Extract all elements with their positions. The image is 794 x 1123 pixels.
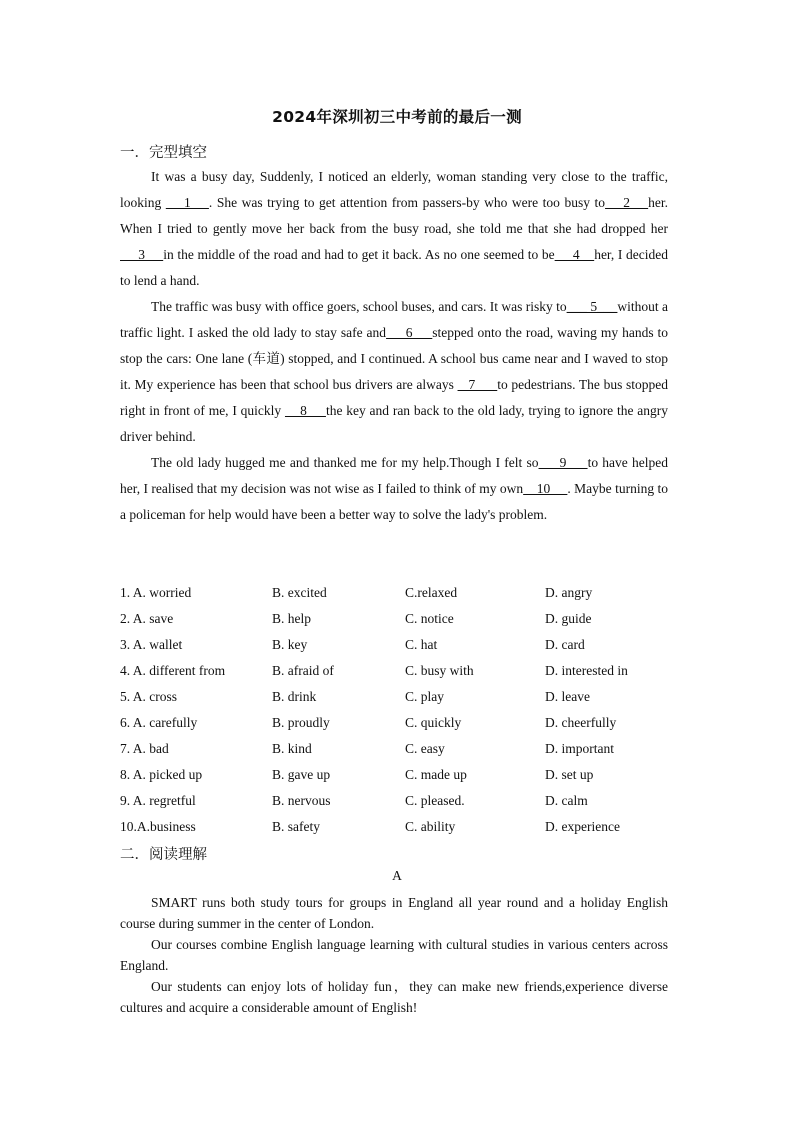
option-choice: D. angry (545, 585, 593, 600)
section-heading-reading: 二．阅读理解 (120, 847, 207, 863)
option-choice: B. safety (272, 819, 320, 834)
option-choice: B. kind (272, 741, 312, 756)
option-choice: 10.A.business (120, 819, 196, 834)
option-choice: B. nervous (272, 793, 331, 808)
option-choice: C.relaxed (405, 585, 458, 600)
option-choice: D. experience (545, 819, 620, 834)
option-row (120, 762, 680, 788)
option-choice: B. afraid of (272, 663, 334, 678)
option-choice: C. play (405, 689, 444, 704)
answer-blank: ___ 5___ (566, 299, 618, 314)
option-choice: C. pleased. (405, 793, 465, 808)
option-choice: D. important (545, 741, 614, 756)
option-choice: D. calm (545, 793, 588, 808)
option-choice: 2. A. save (120, 611, 174, 626)
option-choice: 4. A. different from (120, 663, 226, 678)
option-choice: D. guide (545, 611, 592, 626)
option-row (120, 710, 680, 736)
option-choice: B. help (272, 611, 311, 626)
cloze-options (120, 580, 680, 840)
answer-blank: 1 (165, 195, 209, 210)
passage-text: her. When I tried to gently move her back from the busy road, she told me that she had dropped her (120, 195, 669, 236)
passage-text: . She was trying to get attention from passers-by who were too busy to (208, 195, 606, 210)
reading-paragraph: Our students can enjoy lots of holiday fun，they can make new friends,experience diverse cultures and acquire a considerable amount of English! (120, 979, 668, 1015)
answer-blank: 9 (538, 455, 588, 470)
option-row (120, 580, 680, 606)
cloze-paragraph-3 (120, 450, 668, 528)
option-choice: 9. A. regretful (120, 793, 196, 808)
answer-blank: 10 (523, 481, 568, 496)
option-choice: B. proudly (272, 715, 330, 730)
option-choice: D. interested in (545, 663, 628, 678)
option-choice: B. drink (272, 689, 317, 704)
cloze-passage (120, 164, 668, 528)
passage-text: in the middle of the road and had to get it back. As no one seemed to be (163, 247, 555, 262)
option-choice: C. easy (405, 741, 445, 756)
option-choice: D. cheerfully (545, 715, 617, 730)
option-row (120, 684, 680, 710)
passage-text: . Maybe turning to a policeman for help would have been a better way to solve the lady's problem. (120, 481, 668, 522)
option-choice: B. gave up (272, 767, 331, 782)
cloze-paragraph-1 (120, 164, 668, 294)
answer-blank: 8 (284, 403, 326, 418)
section-heading-cloze: 一．完型填空 (120, 145, 207, 161)
passage-text: her, I decided to lend a hand. (120, 247, 669, 288)
answer-blank: 7 (457, 377, 498, 392)
option-choice: 5. A. cross (120, 689, 177, 704)
option-choice: 7. A. bad (120, 741, 169, 756)
reading-part-label: A (392, 868, 402, 883)
option-choice: 3. A. wallet (120, 637, 183, 652)
answer-blank: 3 (120, 247, 164, 262)
passage-text: The old lady hugged me and thanked me for my help.Though I felt so (151, 455, 539, 470)
option-choice: B. excited (272, 585, 327, 600)
option-choice: D. leave (545, 689, 590, 704)
answer-blank: 6 (386, 325, 433, 340)
option-row (120, 632, 680, 658)
passage-text: without a traffic light. I asked the old lady to stay safe and (120, 299, 668, 340)
answer-blank: 2 (605, 195, 649, 210)
option-choice: D. card (545, 637, 585, 652)
option-choice: D. set up (545, 767, 594, 782)
reading-passage-a (120, 892, 668, 1018)
option-row (120, 788, 680, 814)
passage-text: The traffic was busy with office goers, school buses, and cars. It was risky to (151, 299, 567, 314)
passage-text: the key and ran back to the old lady, trying to ignore the angry driver behind. (120, 403, 669, 444)
option-row (120, 606, 680, 632)
option-choice: C. notice (405, 611, 454, 626)
reading-paragraph: Our courses combine English language learning with cultural studies in various centers across England. (120, 937, 668, 973)
option-choice: 6. A. carefully (120, 715, 198, 730)
option-choice: B. key (272, 637, 308, 652)
answer-blank: 4 (554, 247, 595, 262)
option-row (120, 736, 680, 762)
option-row (120, 814, 680, 840)
option-row (120, 658, 680, 684)
passage-text: to have helped her, I realised that my decision was not wise as I failed to think of my own (120, 455, 668, 496)
page-title: 2024年深圳初三中考前的最后一测 (272, 108, 522, 126)
option-choice: C. hat (405, 637, 438, 652)
passage-text: stepped onto the road, waving my hands to stop the cars: One lane (车道) stopped, and I continued. A school bus came near and I waved to stop it. My experience has been that school bus drivers are always (120, 325, 669, 392)
reading-paragraph: SMART runs both study tours for groups in England all year round and a holiday English course during summer in the center of London. (120, 895, 668, 931)
option-choice: C. made up (405, 767, 467, 782)
option-choice: 1. A. worried (120, 585, 192, 600)
option-choice: C. ability (405, 819, 456, 834)
option-choice: 8. A. picked up (120, 767, 203, 782)
option-choice: C. quickly (405, 715, 462, 730)
cloze-paragraph-2 (120, 294, 668, 450)
passage-text: to pedestrians. The bus stopped right in front of me, I quickly (120, 377, 668, 418)
option-choice: C. busy with (405, 663, 474, 678)
passage-text: It was a busy day, Suddenly, I noticed an elderly, woman standing very close to the traffic, looking (120, 169, 668, 210)
